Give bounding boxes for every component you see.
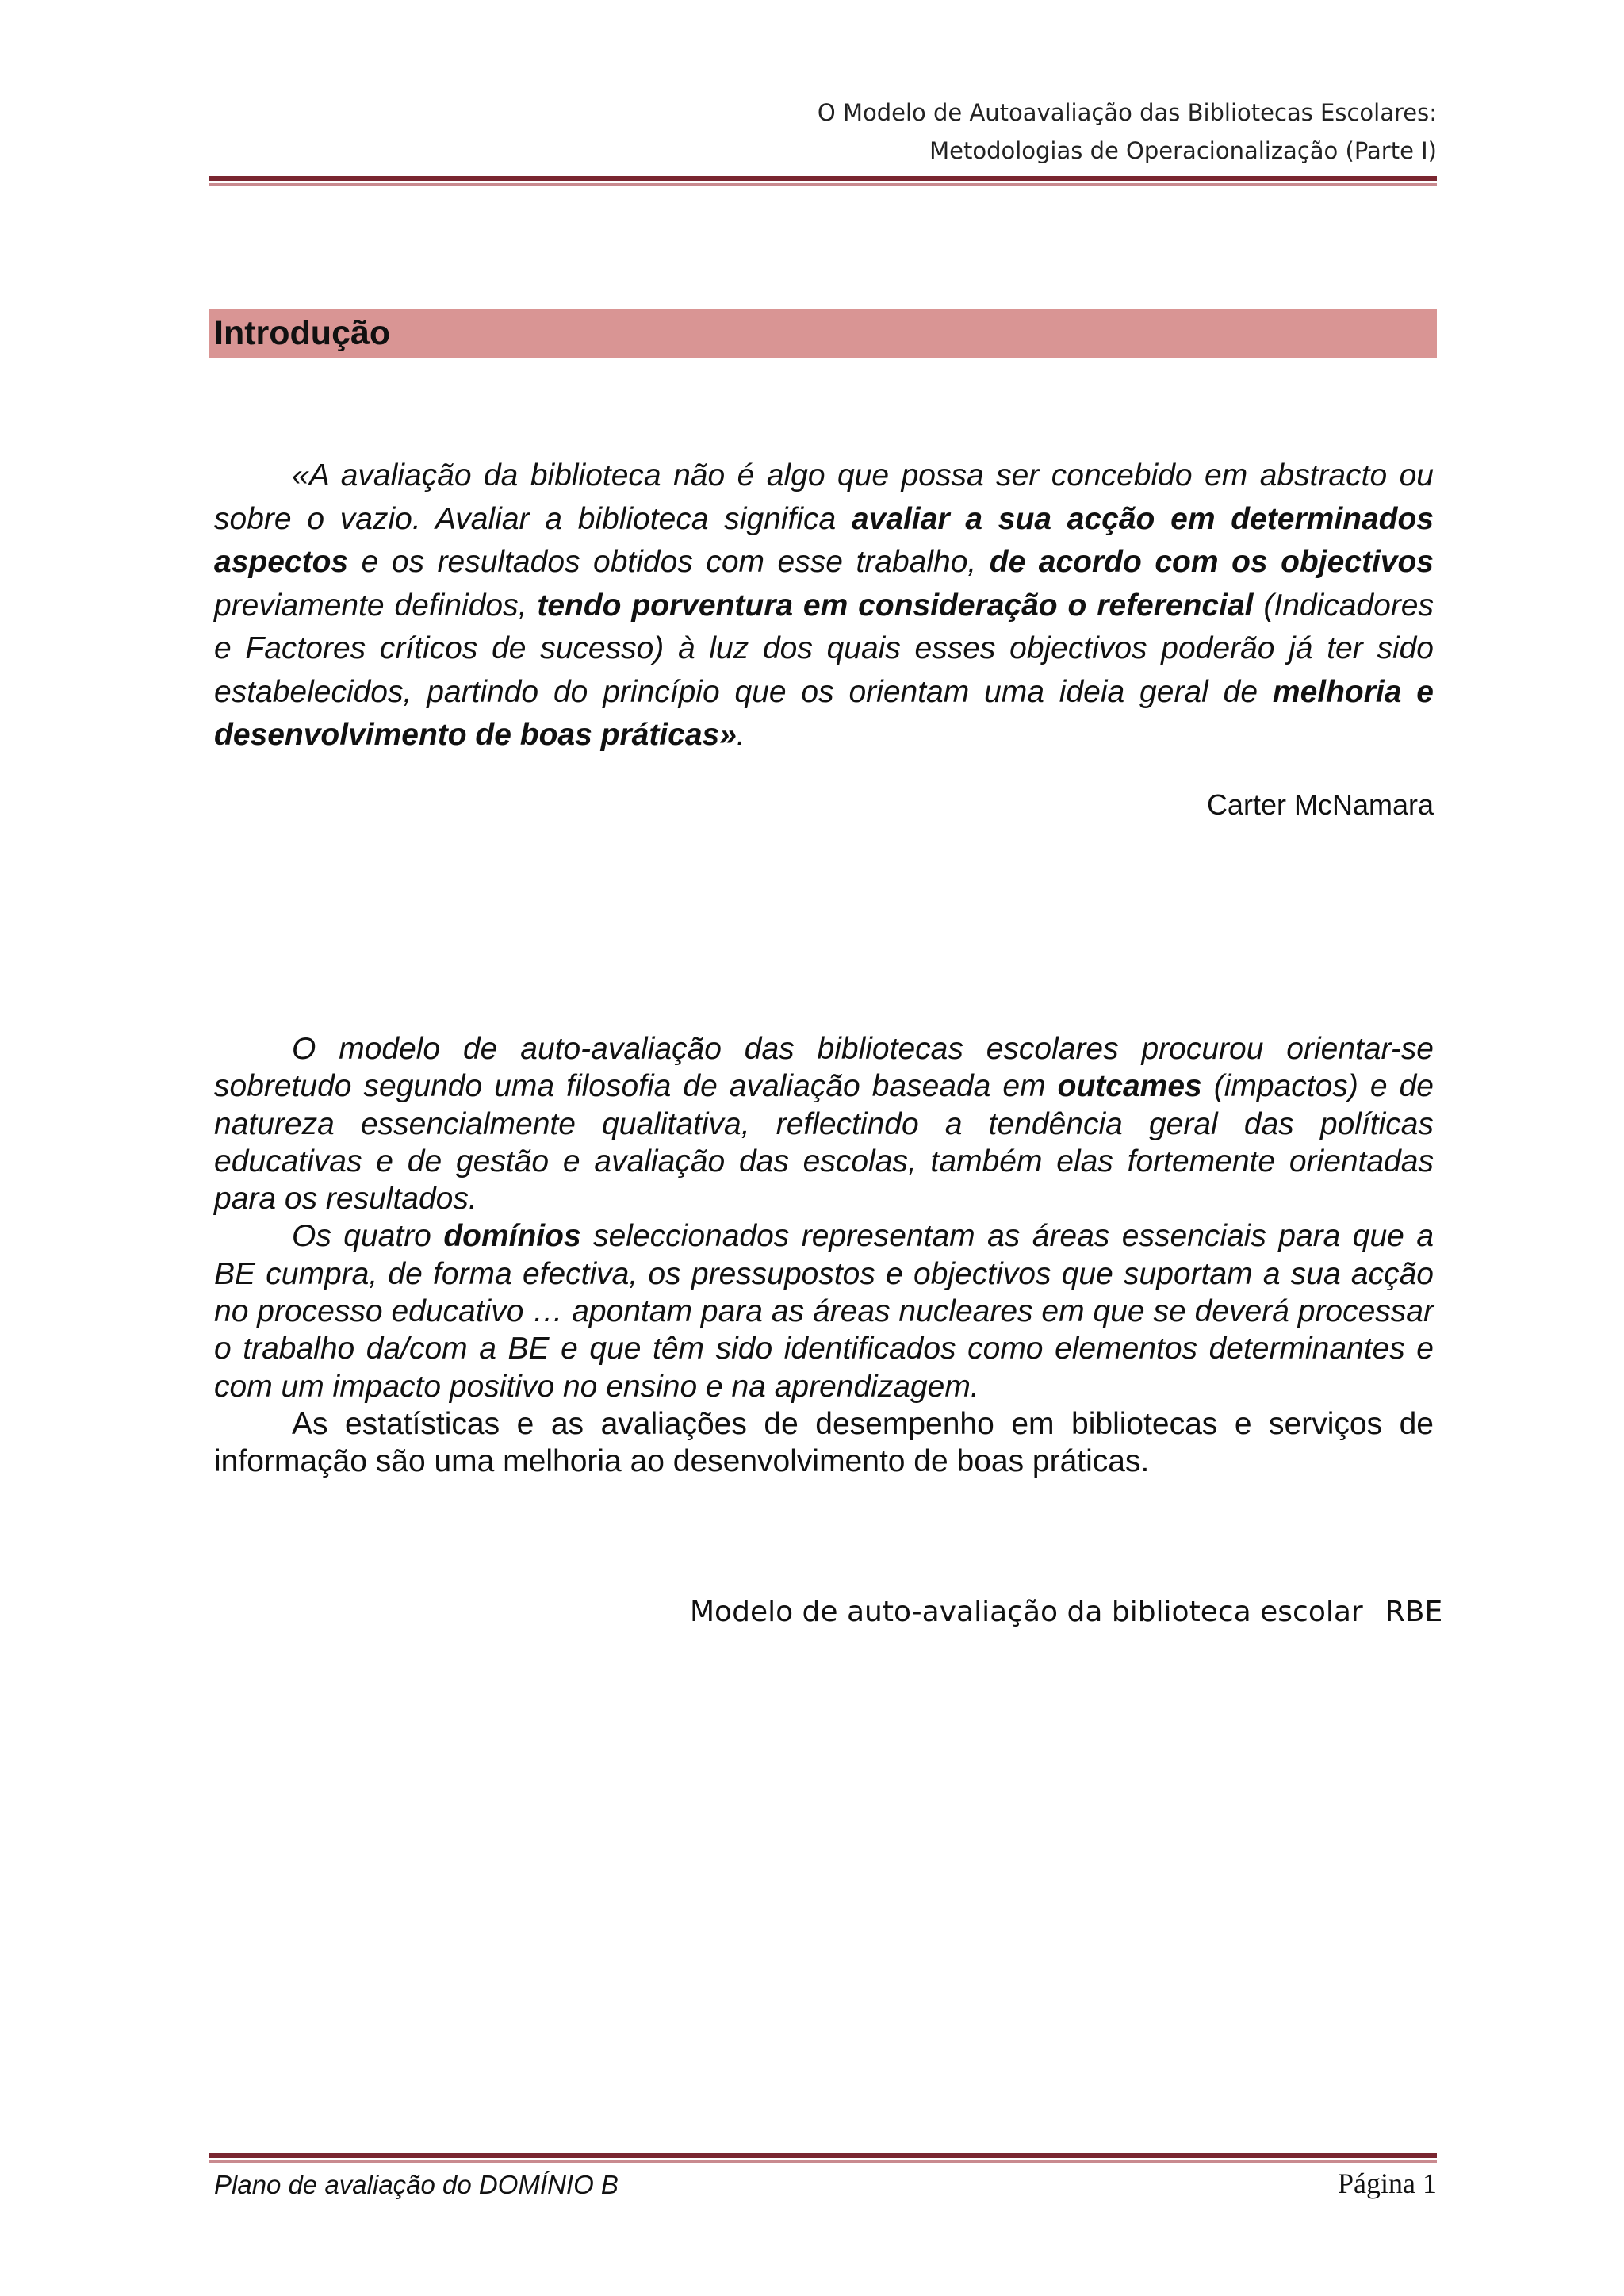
para1-bold: outcames	[1057, 1069, 1202, 1104]
source-org: RBE	[1385, 1596, 1443, 1628]
quote-text-2: e os resultados obtidos com esse trabalho,	[348, 545, 990, 579]
header-line-1: O Modelo de Autoavaliação das Bibliotecas Escolares:	[817, 99, 1437, 126]
header-rule	[209, 176, 1437, 186]
quote-text-4: (Indicadores e Factores críticos de sucesso) à luz dos quais esses objectivos poderão já ter sido estabelecidos, partindo do princípio que os orientam uma ideia geral de	[214, 588, 1434, 709]
body-text	[214, 1030, 1434, 1481]
quote-bold-3: tendo porventura em consideração o referencial	[537, 588, 1254, 623]
quote-bold-1: avaliar a sua acção em determinados aspectos	[214, 501, 1434, 579]
quote-author: Carter McNamara	[1206, 788, 1434, 821]
quote-bold-2: de acordo com os objectivos	[989, 545, 1434, 579]
para2-text-c: seleccionados representam as áreas essenciais para que a BE cumpra, de forma efectiva, os pressupostos e objectivos que suportam a sua acção no processo educativo … apontam para as áreas nucleares em que se deverá processar o trabalho da/com a BE e que têm sido identificados como elementos determinantes e com um impacto positivo no ensino e na aprendizagem.	[214, 1219, 1434, 1404]
body-paragraph-2	[214, 1217, 1434, 1405]
page-header	[209, 94, 1437, 170]
quote-text-5: .	[736, 718, 745, 752]
para1-text-c: (impactos) e de natureza essencialmente qualitativa, reflectindo a tendência geral das políticas educativas e de gestão e avaliação das escolas, também elas fortemente orientadas para os resultados.	[214, 1069, 1434, 1217]
para2-bold: domínios	[443, 1219, 581, 1254]
para1-text-a: O modelo de auto-avaliação das bibliotecas escolares procurou orientar-se sobretudo segundo uma filosofia de avaliação baseada em	[214, 1032, 1434, 1104]
body-paragraph-3: As estatísticas e as avaliações de desempenho em bibliotecas e serviços de informação são uma melhoria ao desenvolvimento de boas práticas.	[214, 1406, 1434, 1479]
source-text: Modelo de auto-avaliação da biblioteca escolar	[690, 1596, 1363, 1628]
quote-bold-4: melhoria e desenvolvimento de boas práticas»	[214, 674, 1434, 752]
quote-text-3: previamente definidos,	[214, 588, 538, 623]
quote-text-1: «A avaliação da biblioteca não é algo que possa ser concebido em abstracto ou sobre o vazio. Avaliar a biblioteca significa	[214, 458, 1434, 536]
section-title: Introdução	[209, 309, 1437, 358]
footer-rule	[209, 2153, 1437, 2163]
header-line-2: Metodologias de Operacionalização (Parte I)	[929, 137, 1437, 164]
source-citation	[690, 1591, 1443, 1634]
epigraph-quote	[214, 454, 1434, 757]
para2-text-a: Os quatro	[292, 1219, 444, 1254]
page-number: Página 1	[1338, 2168, 1437, 2199]
body-paragraph-1	[214, 1030, 1434, 1217]
footer-document-title: Plano de avaliação do DOMÍNIO B	[214, 2170, 619, 2199]
